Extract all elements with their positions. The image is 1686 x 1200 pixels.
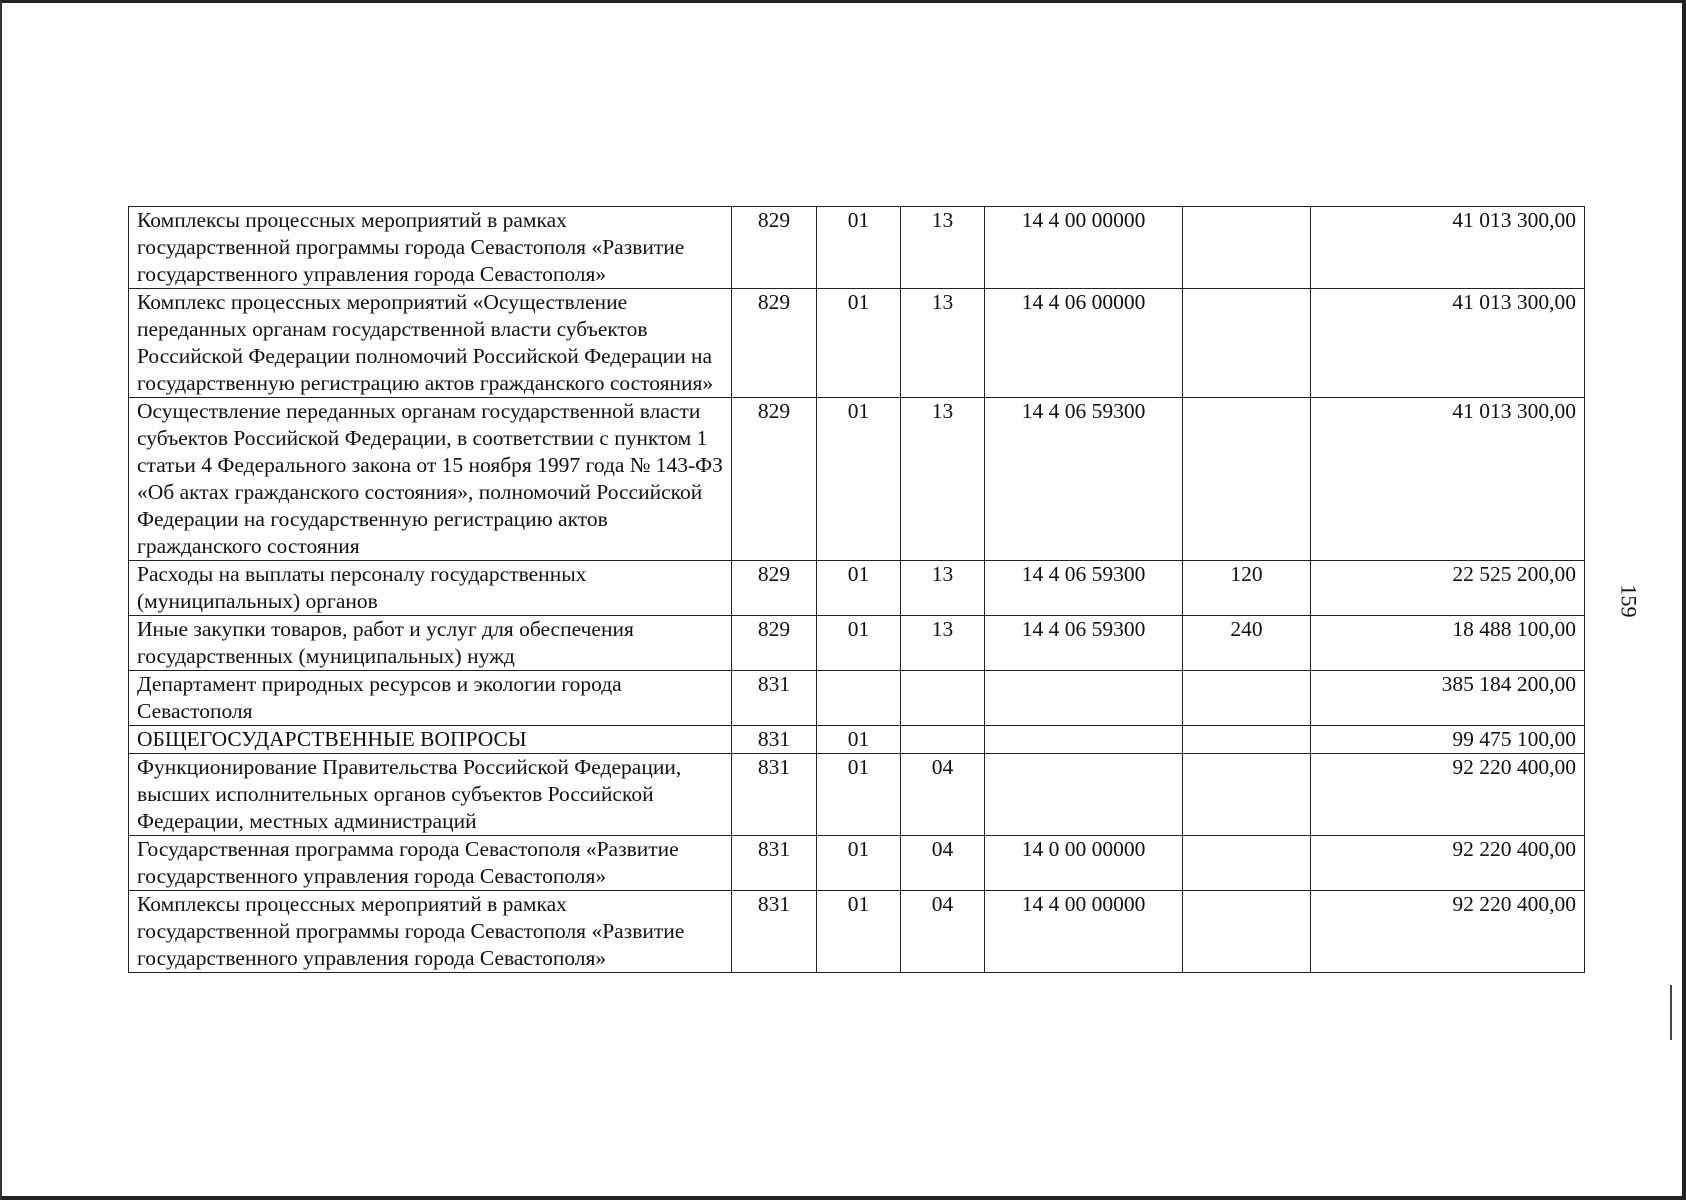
table-row bbox=[129, 671, 1585, 726]
row-name: Осуществление переданных органам государственной власти субъектов Российской Федерации, в соответствии с пунктом 1 статьи 4 Федерального закона от 15 ноября 1997 года № 143-ФЗ «Об актах гражданского состояния», полномочий Российской Федерации на государственную регистрацию актов гражданского состояния bbox=[129, 398, 732, 561]
row-target bbox=[985, 671, 1183, 726]
row-sum: 92 220 400,00 bbox=[1311, 754, 1585, 836]
row-target: 14 4 00 00000 bbox=[985, 891, 1183, 973]
row-subsection bbox=[901, 671, 985, 726]
row-vr bbox=[1183, 289, 1311, 398]
row-section: 01 bbox=[817, 289, 901, 398]
row-name: Комплексы процессных мероприятий в рамках государственной программы города Севастополя «Развитие государственного управления города Севастополя» bbox=[129, 207, 732, 289]
row-section: 01 bbox=[817, 891, 901, 973]
row-section bbox=[817, 671, 901, 726]
row-target: 14 4 06 59300 bbox=[985, 616, 1183, 671]
row-section: 01 bbox=[817, 754, 901, 836]
table-row bbox=[129, 561, 1585, 616]
row-subsection bbox=[901, 726, 985, 754]
row-sum: 22 525 200,00 bbox=[1311, 561, 1585, 616]
budget-table bbox=[128, 206, 1585, 973]
row-sum: 92 220 400,00 bbox=[1311, 836, 1585, 891]
row-subsection: 13 bbox=[901, 289, 985, 398]
row-name: Иные закупки товаров, работ и услуг для обеспечения государственных (муниципальных) нужд bbox=[129, 616, 732, 671]
row-target bbox=[985, 754, 1183, 836]
row-subsection: 13 bbox=[901, 398, 985, 561]
row-code: 831 bbox=[732, 836, 817, 891]
row-name: Функционирование Правительства Российской Федерации, высших исполнительных органов субъектов Российской Федерации, местных администраций bbox=[129, 754, 732, 836]
row-name: Департамент природных ресурсов и экологии города Севастополя bbox=[129, 671, 732, 726]
row-code: 829 bbox=[732, 398, 817, 561]
row-code: 831 bbox=[732, 726, 817, 754]
row-vr bbox=[1183, 671, 1311, 726]
table-row bbox=[129, 726, 1585, 754]
row-vr: 240 bbox=[1183, 616, 1311, 671]
row-code: 829 bbox=[732, 561, 817, 616]
row-name: Расходы на выплаты персоналу государственных (муниципальных) органов bbox=[129, 561, 732, 616]
row-target: 14 4 06 00000 bbox=[985, 289, 1183, 398]
row-subsection: 04 bbox=[901, 891, 985, 973]
page-number: 159 bbox=[1616, 584, 1642, 618]
row-sum: 92 220 400,00 bbox=[1311, 891, 1585, 973]
table-row bbox=[129, 891, 1585, 973]
table-row bbox=[129, 398, 1585, 561]
row-target: 14 0 00 00000 bbox=[985, 836, 1183, 891]
row-vr bbox=[1183, 207, 1311, 289]
row-target: 14 4 06 59300 bbox=[985, 561, 1183, 616]
row-section: 01 bbox=[817, 207, 901, 289]
row-sum: 385 184 200,00 bbox=[1311, 671, 1585, 726]
row-sum: 18 488 100,00 bbox=[1311, 616, 1585, 671]
scan-edge-right bbox=[1682, 0, 1686, 1200]
row-sum: 99 475 100,00 bbox=[1311, 726, 1585, 754]
table-row bbox=[129, 616, 1585, 671]
scan-mark bbox=[1670, 985, 1672, 1040]
row-code: 831 bbox=[732, 671, 817, 726]
row-name: Государственная программа города Севастополя «Развитие государственного управления города Севастополя» bbox=[129, 836, 732, 891]
row-code: 831 bbox=[732, 754, 817, 836]
row-code: 831 bbox=[732, 891, 817, 973]
row-section: 01 bbox=[817, 726, 901, 754]
row-section: 01 bbox=[817, 836, 901, 891]
row-sum: 41 013 300,00 bbox=[1311, 207, 1585, 289]
row-vr bbox=[1183, 398, 1311, 561]
row-name: Комплекс процессных мероприятий «Осуществление переданных органам государственной власти субъектов Российской Федерации полномочий Российской Федерации на государственную регистрацию актов гражданского состояния» bbox=[129, 289, 732, 398]
table-row bbox=[129, 754, 1585, 836]
table-row bbox=[129, 207, 1585, 289]
row-name: ОБЩЕГОСУДАРСТВЕННЫЕ ВОПРОСЫ bbox=[129, 726, 732, 754]
row-target bbox=[985, 726, 1183, 754]
row-vr: 120 bbox=[1183, 561, 1311, 616]
row-subsection: 04 bbox=[901, 836, 985, 891]
table-row bbox=[129, 836, 1585, 891]
row-target: 14 4 00 00000 bbox=[985, 207, 1183, 289]
row-code: 829 bbox=[732, 207, 817, 289]
row-sum: 41 013 300,00 bbox=[1311, 398, 1585, 561]
row-vr bbox=[1183, 754, 1311, 836]
row-subsection: 13 bbox=[901, 207, 985, 289]
row-vr bbox=[1183, 836, 1311, 891]
row-target: 14 4 06 59300 bbox=[985, 398, 1183, 561]
row-subsection: 13 bbox=[901, 616, 985, 671]
row-code: 829 bbox=[732, 616, 817, 671]
row-sum: 41 013 300,00 bbox=[1311, 289, 1585, 398]
row-name: Комплексы процессных мероприятий в рамках государственной программы города Севастополя «Развитие государственного управления города Севастополя» bbox=[129, 891, 732, 973]
row-section: 01 bbox=[817, 398, 901, 561]
row-vr bbox=[1183, 726, 1311, 754]
row-subsection: 13 bbox=[901, 561, 985, 616]
row-section: 01 bbox=[817, 561, 901, 616]
row-section: 01 bbox=[817, 616, 901, 671]
row-vr bbox=[1183, 891, 1311, 973]
table-row bbox=[129, 289, 1585, 398]
row-subsection: 04 bbox=[901, 754, 985, 836]
scan-edge-left bbox=[0, 0, 2, 1200]
row-code: 829 bbox=[732, 289, 817, 398]
